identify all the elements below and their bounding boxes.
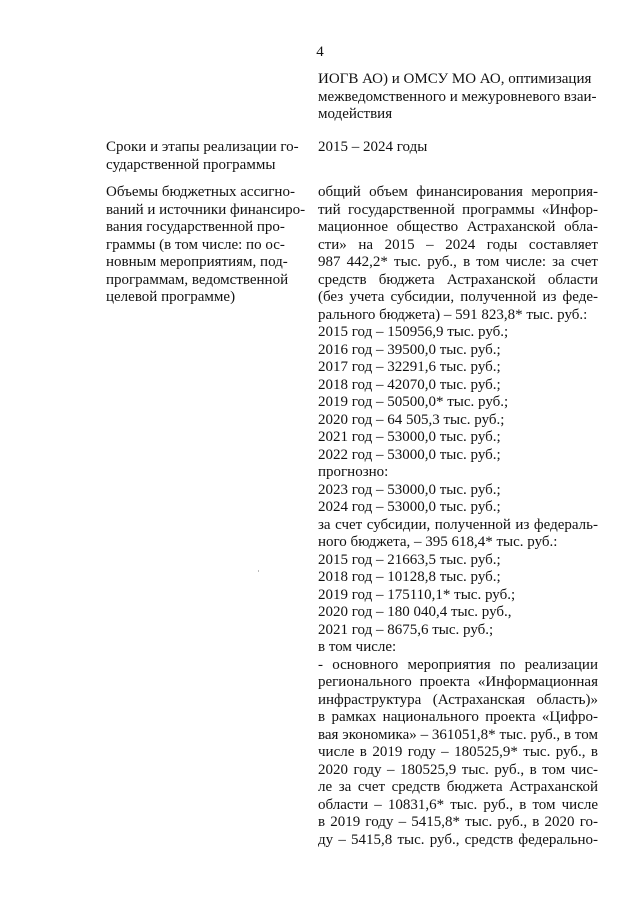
intro-text: [318, 71, 598, 124]
value-line: - основного мероприятия по реализации: [318, 656, 598, 673]
scan-speck: [258, 570, 259, 572]
label-line: новным мероприятиям, под-: [106, 254, 288, 270]
value-line: средств бюджета Астраханской области: [318, 271, 598, 288]
value-line: ле за счет средств бюджета Астраханской: [318, 779, 598, 795]
value-line: 2015 год – 21663,5 тыс. руб.;: [318, 551, 501, 568]
value-line: за счет субсидии, полученной из федераль-: [318, 516, 598, 533]
value-line: 2018 год – 10128,8 тыс. руб.;: [318, 569, 501, 585]
intro-line: межведомственного и межуровневого взаи-: [318, 88, 597, 105]
value-line: в том числе:: [318, 639, 397, 655]
value-line: 2020 год – 64 505,3 тыс. руб.;: [318, 411, 505, 428]
value-line: вая экономика» – 361051,8* тыс. руб., в том: [318, 726, 598, 743]
value-line: общий объем финансирования мероприя-: [318, 184, 598, 200]
intro-line: модействия: [318, 106, 393, 122]
label-line: сударственной программы: [106, 156, 276, 173]
value-line: 2023 год – 53000,0 тыс. руб.;: [318, 481, 501, 498]
value-line: 2021 год – 8675,6 тыс. руб.;: [318, 621, 494, 638]
value-line: 2020 году – 180525,9 тыс. руб., в том чис-: [318, 761, 598, 778]
value-line: 2019 год – 50500,0* тыс. руб.;: [318, 394, 509, 410]
value-line: 2020 год – 180 040,4 тыс. руб.,: [318, 604, 512, 620]
intro-line: ИОГВ АО) и ОМСУ МО АО, оптимизация: [318, 71, 592, 87]
value-line: ду – 5415,8 тыс. руб., средств федерально-: [318, 831, 598, 848]
label-line: вания государственной про-: [106, 219, 285, 235]
value-line: сти» на 2015 – 2024 годы составляет: [318, 236, 598, 253]
value-line: регионального проекта «Информационная: [318, 674, 598, 690]
value-line: 2015 – 2024 годы: [318, 139, 428, 155]
value-line: в 2019 году – 5415,8* тыс. руб., в 2020 го-: [318, 814, 598, 830]
value-line: 2015 год – 150956,9 тыс. руб.;: [318, 324, 509, 340]
value-line: числе в 2019 году – 180525,9* тыс. руб., в: [318, 744, 598, 760]
value-line: области – 10831,6* тыс. руб., в том числе: [318, 796, 598, 813]
value-line: инфраструктура (Астраханская область)»: [318, 691, 598, 708]
row-value-terms: [318, 139, 598, 157]
value-line: 2019 год – 175110,1* тыс. руб.;: [318, 586, 516, 603]
value-line: рального бюджета) – 591 823,8* тыс. руб.:: [318, 306, 588, 323]
label-line: целевой программе): [106, 289, 236, 305]
value-line: 2022 год – 53000,0 тыс. руб.;: [318, 446, 501, 463]
label-line: граммы (в том числе: по ос-: [106, 236, 285, 253]
value-line: мационное общество Астраханской обла-: [318, 219, 598, 235]
row-label-terms: [106, 139, 298, 174]
value-line: 987 442,2* тыс. руб., в том числе: за счет: [318, 254, 598, 270]
value-line: (без учета субсидии, полученной из феде-: [318, 289, 598, 305]
label-line: Сроки и этапы реализации го-: [106, 139, 299, 155]
value-line: 2018 год – 42070,0 тыс. руб.;: [318, 376, 501, 393]
value-line: 2016 год – 39500,0 тыс. руб.;: [318, 341, 501, 358]
value-line: ного бюджета, – 395 618,4* тыс. руб.:: [318, 534, 558, 550]
value-line: 2017 год – 32291,6 тыс. руб.;: [318, 359, 501, 375]
value-line: в рамках национального проекта «Цифро-: [318, 709, 598, 725]
value-line: прогнозно:: [318, 464, 389, 480]
row-label-funding: [106, 184, 306, 307]
label-line: Объемы бюджетных ассигно-: [106, 184, 295, 200]
label-line: программам, ведомственной: [106, 271, 289, 288]
label-line: ваний и источники финансиро-: [106, 201, 306, 218]
row-value-funding: [318, 184, 598, 849]
page-number: 4: [316, 44, 324, 60]
value-line: 2021 год – 53000,0 тыс. руб.;: [318, 429, 501, 445]
value-line: тий государственной программы «Инфор-: [318, 201, 598, 218]
value-line: 2024 год – 53000,0 тыс. руб.;: [318, 499, 501, 515]
